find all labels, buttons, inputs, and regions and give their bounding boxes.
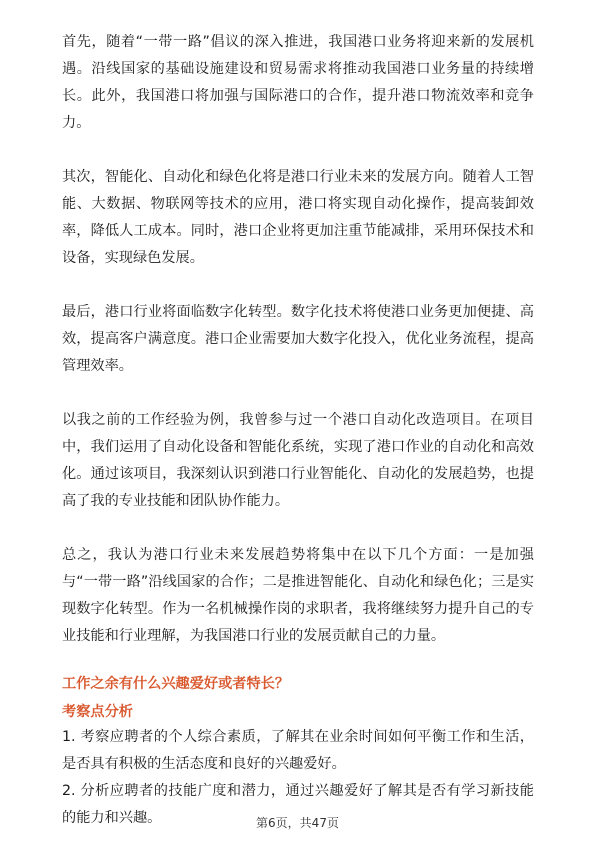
answer-paragraph-5: 总之，我认为港口行业未来发展趋势将集中在以下几个方面：一是加强与“一带一路”沿线国家的合作；二是推进智能化、自动化和绿色化；三是实现数字化转型。作为一名机械操作岗的求职者，我将继续努力提升自己的专业技能和行业理解，为我国港口行业的发展贡献自己的力量。: [62, 547, 534, 644]
analysis-item-1: 1. 考察应聘者的个人综合素质，了解其在业余时间如何平衡工作和生活，是否具有积极的生活态度和良好的兴趣爱好。: [62, 729, 534, 772]
answer-paragraph-3: 最后，港口行业将面临数字化转型。数字化技术将使港口业务更加便捷、高效，提高客户满意度。港口企业需要加大数字化投入，优化业务流程，提高管理效率。: [62, 304, 534, 374]
answer-paragraph-4: 以我之前的工作经验为例，我曾参与过一个港口自动化改造项目。在项目中，我们运用了自动化设备和智能化系统，实现了港口作业的自动化和高效化。通过该项目，我深刻认识到港口行业智能化、自动化的发展趋势，也提高了我的专业技能和团队协作能力。: [62, 412, 534, 509]
interview-question-heading: 工作之余有什么兴趣爱好或者特长？: [62, 676, 290, 692]
analysis-section-title: 考察点分析: [62, 704, 133, 720]
analysis-item-2: 2. 分析应聘者的技能广度和潜力，通过兴趣爱好了解其是否有学习新技能的能力和兴趣。: [62, 783, 534, 826]
answer-paragraph-1: 首先，随着“一带一路”倡议的深入推进，我国港口业务将迎来新的发展机遇。沿线国家的基础设施建设和贸易需求将推动我国港口业务量的持续增长。此外，我国港口将加强与国际港口的合作，提升港口物流效率和竞争力。: [62, 34, 534, 131]
document-page: [62, 29, 534, 832]
page-footer: 第6页，共47页: [256, 816, 339, 830]
answer-paragraph-2: 其次，智能化、自动化和绿色化将是港口行业未来的发展方向。随着人工智能、大数据、物联网等技术的应用，港口将实现自动化操作，提高装卸效率，降低人工成本。同时，港口企业将更加注重节能减排，采用环保技术和设备，实现绿色发展。: [62, 169, 534, 266]
